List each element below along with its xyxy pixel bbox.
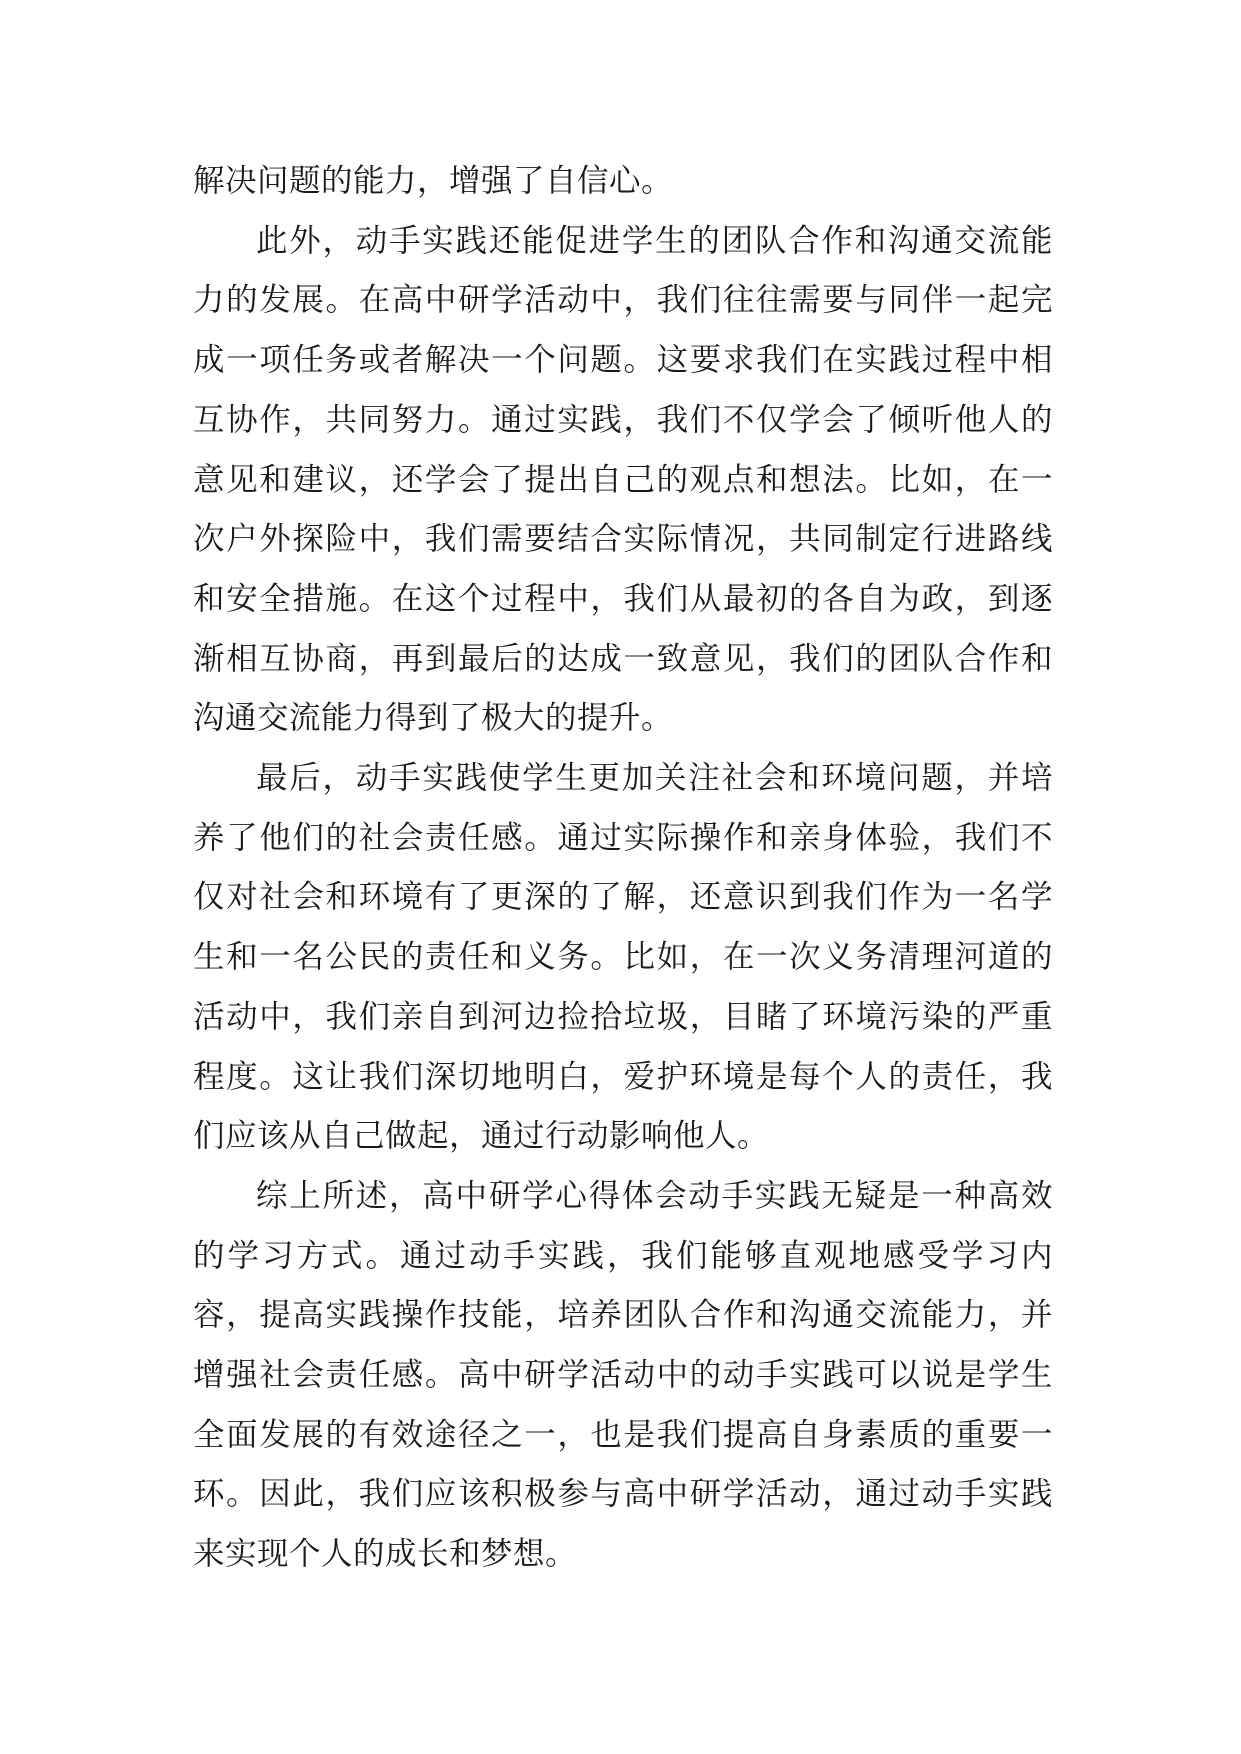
paragraph-conclusion: 综上所述，高中研学心得体会动手实践无疑是一种高效的学习方式。通过动手实践，我们能够直观地感受学习内容，提高实践操作技能，培养团队合作和沟通交流能力，并增强社会责任感。高中研学活动中的动手实践可以说是学生全面发展的有效途径之一，也是我们提高自身素质的重要一环。因此，我们应该积极参与高中研学活动，通过动手实践来实现个人的成长和梦想。 [193, 1177, 1053, 1573]
body-text [193, 152, 1053, 1585]
paragraph-teamwork: 此外，动手实践还能促进学生的团队合作和沟通交流能力的发展。在高中研学活动中，我们往往需要与同伴一起完成一项任务或者解决一个问题。这要求我们在实践过程中相互协作，共同努力。通过实践，我们不仅学会了倾听他人的意见和建议，还学会了提出自己的观点和想法。比如，在一次户外探险中，我们需要结合实际情况，共同制定行进路线和安全措施。在这个过程中，我们从最初的各自为政，到逐渐相互协商，再到最后的达成一致意见，我们的团队合作和沟通交流能力得到了极大的提升。 [193, 222, 1053, 737]
paragraph-continuation: 解决问题的能力，增强了自信心。 [193, 163, 674, 199]
paragraph-social-responsibility: 最后，动手实践使学生更加关注社会和环境问题，并培养了他们的社会责任感。通过实际操作和亲身体验，我们不仅对社会和环境有了更深的了解，还意识到我们作为一名学生和一名公民的责任和义务。比如，在一次义务清理河道的活动中，我们亲自到河边捡拾垃圾，目睹了环境污染的严重程度。这让我们深切地明白，爱护环境是每个人的责任，我们应该从自己做起，通过行动影响他人。 [193, 760, 1053, 1155]
